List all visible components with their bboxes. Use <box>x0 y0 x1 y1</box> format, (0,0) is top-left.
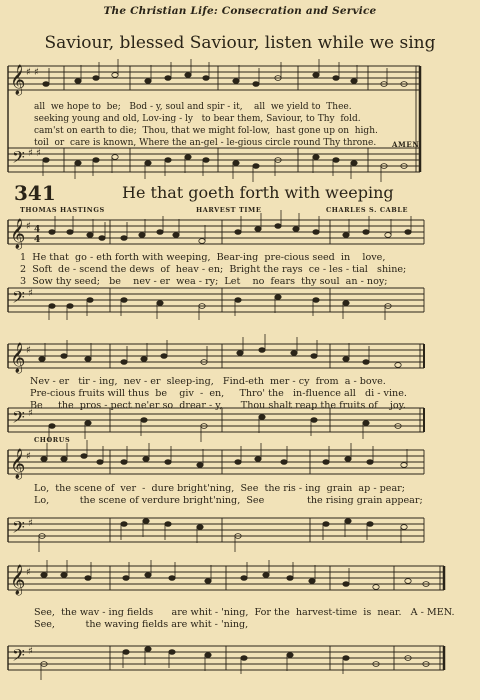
svg-text:𝄞: 𝄞 <box>10 343 26 373</box>
svg-text:4: 4 <box>34 225 41 235</box>
hymn-number: 341 <box>14 181 56 205</box>
svg-text:♯: ♯ <box>28 518 33 529</box>
svg-text:4: 4 <box>34 235 41 245</box>
chorus-lyric-2-bass: See, the waving fields are whit - 'ning, <box>34 619 249 630</box>
section-header: The Christian Life: Consecration and Service <box>103 5 377 17</box>
svg-text:♯: ♯ <box>26 567 31 578</box>
previous-hymn-title: Saviour, blessed Saviour, listen while we sing <box>44 33 436 53</box>
svg-text:𝄢: 𝄢 <box>12 407 25 431</box>
svg-text:♯: ♯ <box>28 408 33 419</box>
svg-text:♯: ♯ <box>28 646 33 657</box>
verse-lyric-2a: 2 Soft de - scend the dews of heav - en; Bright the rays ce - les - tial shine; <box>20 264 407 275</box>
chorus-lyric-2: See, the wav - ing fields are whit - 'ning, For the harvest-time is near. A - MEN. <box>34 607 455 618</box>
chorus-lyric-1-bass: Lo, the scene of verdure bright'ning, See the rising grain appear; <box>34 495 423 506</box>
chorus-label: CHORUS <box>34 436 71 444</box>
verse-lyric-3a: 3 Sow thy seed; be nev - er wea - ry; Let no fears thy soul an - noy; <box>20 276 388 287</box>
previous-hymn-lyric-3: cam'st on earth to die; Thou, that we might fol-low, hast gone up on high. <box>34 126 378 136</box>
hymn-title: He that goeth forth with weeping <box>122 183 394 202</box>
svg-text:♯ ♯: ♯ ♯ <box>28 148 41 159</box>
amen-marker: AMEN. <box>392 140 422 149</box>
verse-lyric-3b: Be the pros - pect ne'er so drear - y, Thou shalt reap the fruits of joy. <box>30 400 406 411</box>
svg-text:𝄢: 𝄢 <box>12 287 25 311</box>
svg-text:𝄢: 𝄢 <box>12 645 25 669</box>
svg-text:𝄞: 𝄞 <box>10 219 26 249</box>
svg-text:𝄢: 𝄢 <box>12 517 25 541</box>
verse-lyric-1b: Nev - er tir - ing, nev - er sleep-ing, Find-eth mer - cy from a - bove. <box>30 376 386 387</box>
composer-credit: CHARLES S. CABLE <box>326 206 409 214</box>
svg-text:♯ ♯: ♯ ♯ <box>26 67 39 78</box>
svg-text:𝄢: 𝄢 <box>12 147 25 171</box>
verse-lyric-1a: 1 He that go - eth forth with weeping, Bear-ing pre-cious seed in love, <box>20 252 386 263</box>
author-credit: THOMAS HASTINGS <box>20 206 105 214</box>
svg-text:𝄞: 𝄞 <box>10 449 26 479</box>
svg-text:♯: ♯ <box>26 345 31 356</box>
svg-text:♯: ♯ <box>26 221 31 232</box>
svg-text:♯: ♯ <box>26 451 31 462</box>
svg-text:♯: ♯ <box>28 288 33 299</box>
previous-hymn-lyric-4: toil or care is known, Where the an-gel - le-gious circle round Thy throne. <box>34 138 377 148</box>
verse-lyric-2b: Pre-cious fruits will thus be giv - en, Thro' the in-fluence all di - vine. <box>30 388 407 399</box>
chorus-lyric-1: Lo, the scene of ver - dure bright'ning, See the ris - ing grain ap - pear; <box>34 483 405 494</box>
svg-text:𝄞: 𝄞 <box>10 565 26 595</box>
tune-name: HARVEST TIME <box>196 206 262 214</box>
previous-hymn-lyric-2: seeking young and old, Lov-ing - ly to bear them, Saviour, to Thy fold. <box>34 114 361 124</box>
previous-hymn-lyric-1: all we hope to be; Bod - y, soul and spir - it, all we yield to Thee. <box>34 102 352 112</box>
svg-text:𝄞: 𝄞 <box>10 65 26 95</box>
